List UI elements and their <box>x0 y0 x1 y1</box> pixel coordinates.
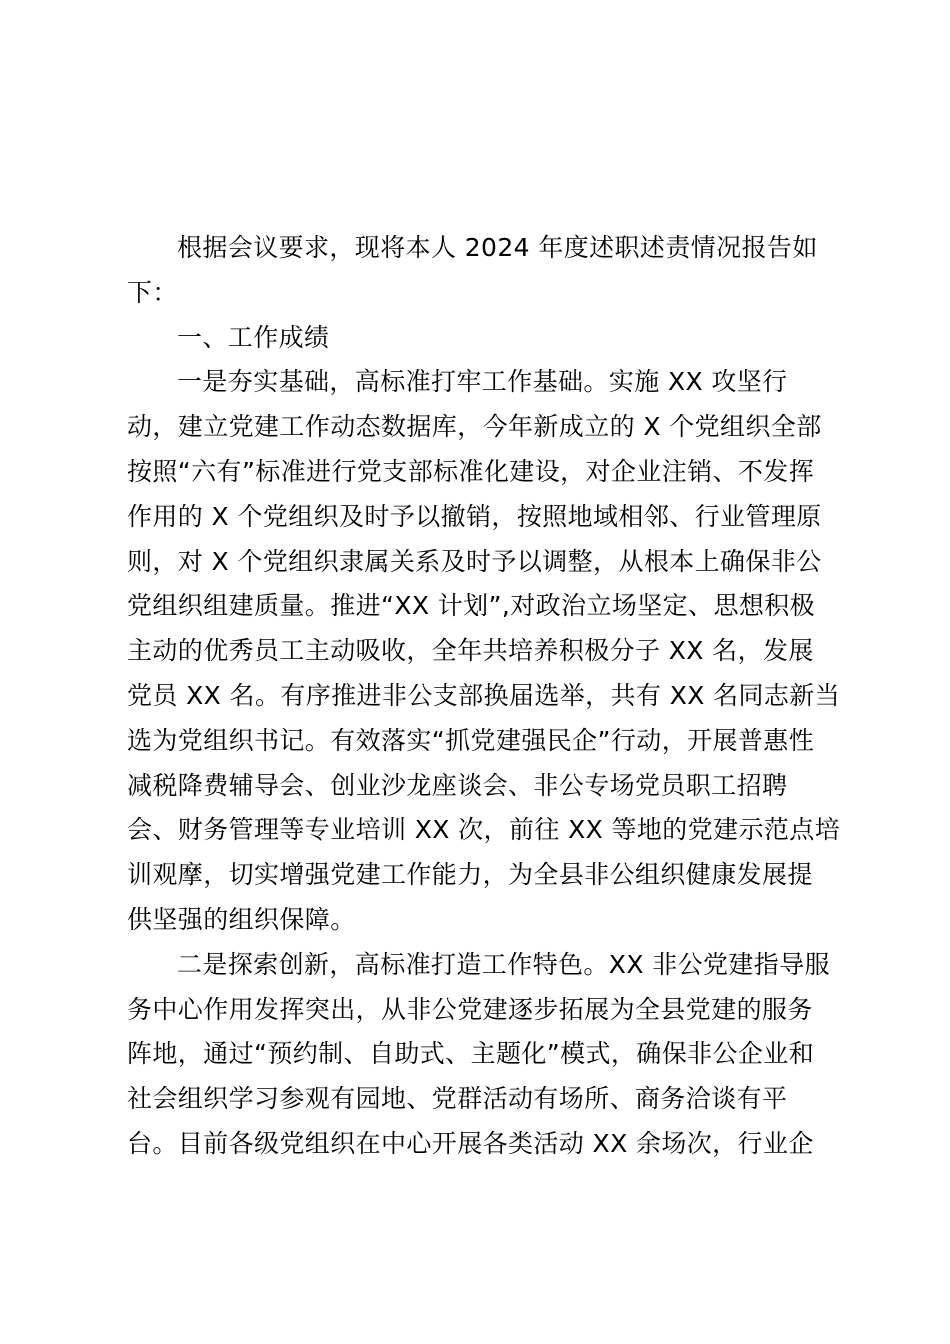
paragraph-2-line-1: 二是探索创新，高标准打造工作特色。XX 非公党建指导服 <box>177 949 831 979</box>
paragraph-1-line-1: 一是夯实基础，高标准打牢工作基础。实施 XX 攻坚行 <box>177 367 788 397</box>
paragraph-1-line-2: 动，建立党建工作动态数据库，今年新成立的 X 个党组织全部 <box>127 412 822 442</box>
paragraph-1-line-13: 供坚强的组织保障。 <box>127 904 356 934</box>
paragraph-2-line-3: 阵地，通过“预约制、自助式、主题化”模式，确保非公企业和 <box>127 1039 815 1069</box>
report-body <box>127 226 841 1167</box>
paragraph-1-line-9: 选为党组织书记。有效落实“抓党建强民企”行动，开展普惠性 <box>127 725 815 755</box>
intro-line-2: 下： <box>127 277 178 307</box>
paragraph-1-line-10: 减税降费辅导会、创业沙龙座谈会、非公专场党员职工招聘 <box>127 770 788 800</box>
paragraph-1-line-7: 主动的优秀员工主动吸收，全年共培养积极分子 XX 名，发展 <box>127 636 814 666</box>
paragraph-1-line-12: 训观摩，切实增强党建工作能力，为全县非公组织健康发展提 <box>127 860 813 890</box>
section-heading: 一、工作成绩 <box>177 322 330 352</box>
intro-line-1: 根据会议要求，现将本人 2024 年度述职述责情况报告如 <box>177 233 818 262</box>
paragraph-1-line-6: 党组织组建质量。推进“XX 计划”,对政治立场坚定、思想积极 <box>127 591 816 621</box>
paragraph-2-line-4: 社会组织学习参观有园地、党群活动有场所、商务洽谈有平 <box>127 1084 788 1114</box>
paragraph-1-line-3: 按照“六有”标准进行党支部标准化建设，对企业注销、不发挥 <box>127 456 815 486</box>
paragraph-2-line-2: 务中心作用发挥突出，从非公党建逐步拓展为全县党建的服务 <box>127 994 813 1024</box>
paragraph-1-line-4: 作用的 X 个党组织及时予以撤销，按照地域相邻、行业管理原 <box>127 501 822 531</box>
paragraph-1-line-11: 会、财务管理等专业培训 XX 次，前往 XX 等地的党建示范点培 <box>127 815 841 845</box>
paragraph-1-line-8: 党员 XX 名。有序推进非公支部换届选举，共有 XX 名同志新当 <box>127 680 841 710</box>
paragraph-1-line-5: 则，对 X 个党组织隶属关系及时予以调整，从根本上确保非公 <box>127 546 822 576</box>
paragraph-2-line-5: 台。目前各级党组织在中心开展各类活动 XX 余场次，行业企 <box>127 1128 814 1158</box>
